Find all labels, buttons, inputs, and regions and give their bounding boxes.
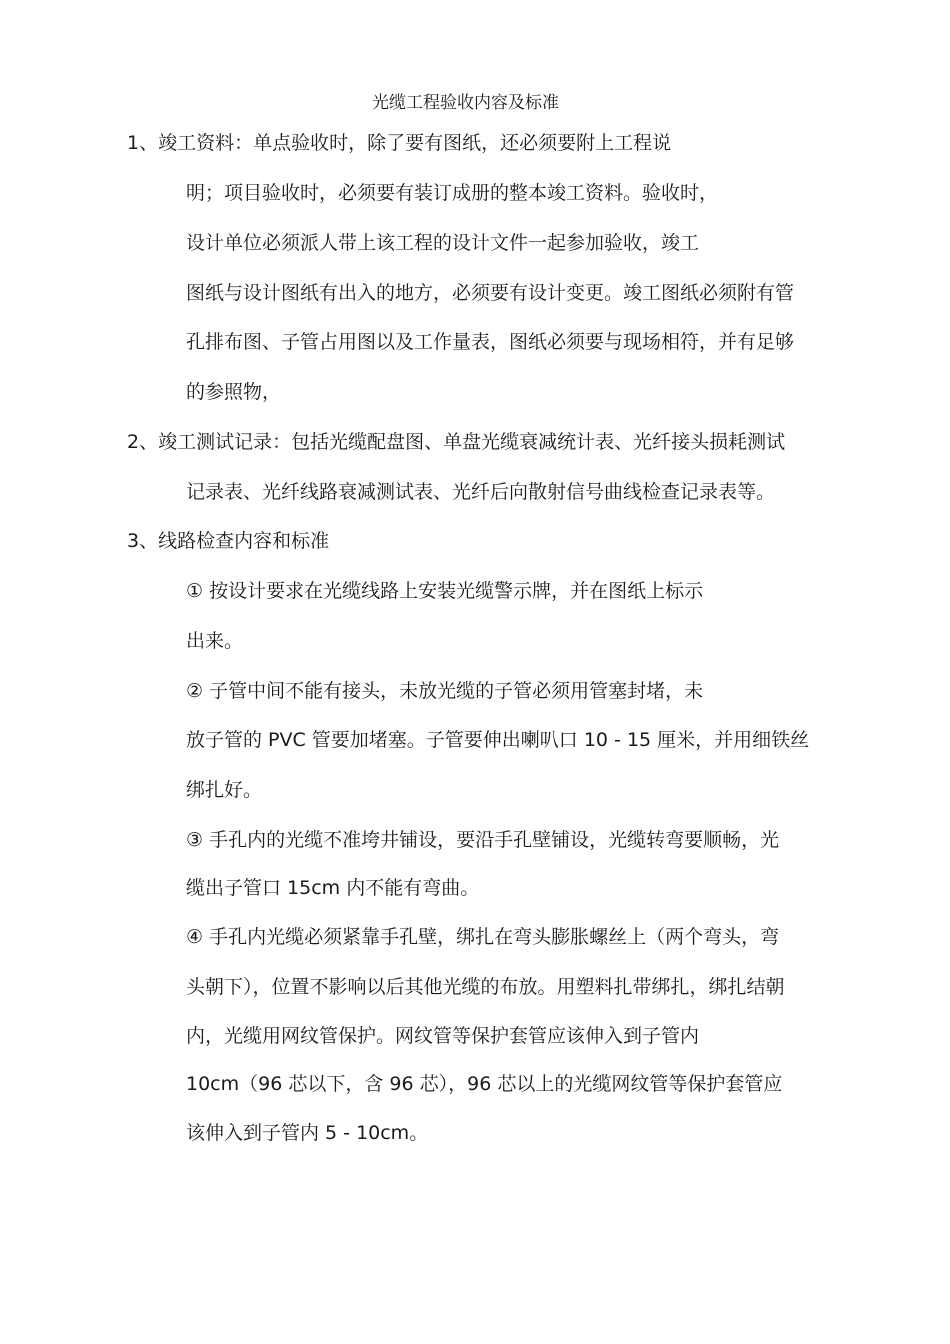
text-line: ② 子管中间不能有接头，未放光缆的子管必须用管塞封堵，未 bbox=[186, 680, 704, 702]
text-line: 放子管的 PVC 管要加堵塞。子管要伸出喇叭口 10 - 15 厘米，并用细铁丝 bbox=[186, 729, 810, 751]
text-line: 绑扎好。 bbox=[186, 779, 263, 801]
text-line: 明；项目验收时，必须要有装订成册的整本竣工资料。验收时， bbox=[186, 182, 719, 204]
text-line: 缆出子管口 15cm 内不能有弯曲。 bbox=[186, 877, 480, 899]
document-title: 光缆工程验收内容及标准 bbox=[372, 93, 559, 113]
text-line: 头朝下），位置不影响以后其他光缆的布放。用塑料扎带绑扎，绑扎结朝 bbox=[186, 976, 785, 998]
text-line: 3、线路检查内容和标准 bbox=[127, 530, 330, 552]
text-line: 孔排布图、子管占用图以及工作量表，图纸必须要与现场相符，并有足够 bbox=[186, 331, 795, 353]
text-line: 设计单位必须派人带上该工程的设计文件一起参加验收，竣工 bbox=[186, 232, 700, 254]
text-line: 记录表、光纤线路衰减测试表、光纤后向散射信号曲线检查记录表等。 bbox=[186, 481, 776, 503]
text-line: ① 按设计要求在光缆线路上安装光缆警示牌，并在图纸上标示 bbox=[186, 580, 704, 602]
text-line: ④ 手孔内光缆必须紧靠手孔壁，绑扎在弯头膨胀螺丝上（两个弯头，弯 bbox=[186, 926, 780, 948]
text-line: 的参照物， bbox=[186, 381, 282, 403]
text-line: 10cm（96 芯以下，含 96 芯），96 芯以上的光缆网纹管等保护套管应 bbox=[186, 1073, 783, 1095]
text-line: 图纸与设计图纸有出入的地方，必须要有设计变更。竣工图纸必须附有管 bbox=[186, 282, 795, 304]
text-line: ③ 手孔内的光缆不准垮井铺设，要沿手孔壁铺设，光缆转弯要顺畅，光 bbox=[186, 829, 780, 851]
text-line: 出来。 bbox=[186, 630, 244, 652]
text-line: 内，光缆用网纹管保护。网纹管等保护套管应该伸入到子管内 bbox=[186, 1025, 700, 1047]
text-line: 2、竣工测试记录：包括光缆配盘图、单盘光缆衰减统计表、光纤接头损耗测试 bbox=[127, 431, 786, 453]
text-line: 1、竣工资料：单点验收时，除了要有图纸，还必须要附上工程说 bbox=[127, 132, 672, 154]
text-line: 该伸入到子管内 5 - 10cm。 bbox=[186, 1122, 429, 1144]
